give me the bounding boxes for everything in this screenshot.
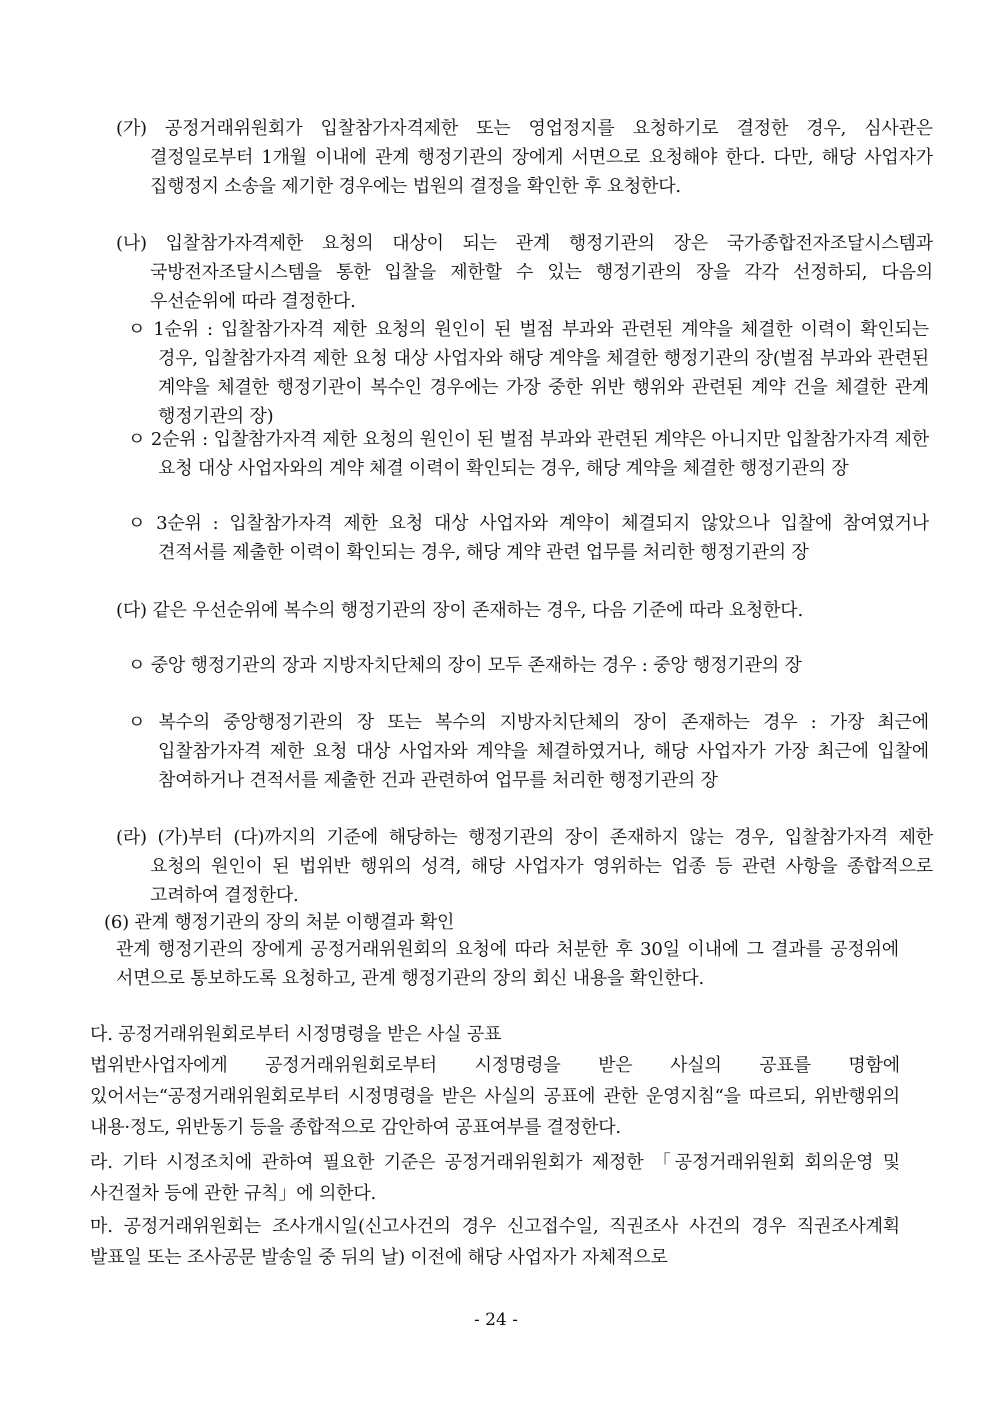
criteria-item-2: ㅇ 복수의 중앙행정기관의 장 또는 복수의 지방자치단체의 장이 존재하는 경우 : 가장 최근에 입찰참가자격 제한 요청 대상 사업자와 계약을 체결하였거나, 해당 사업자가 가장 최근에 입찰에 참여하거나 견적서를 제출한 건과 관련하여 업무를 처리한 행정기관의 장 — [128, 712, 929, 791]
item-6-heading: (6) 관계 행정기관의 장의 처분 이행결과 확인 — [104, 912, 455, 933]
section-da-heading: 다. 공정거래위원회로부터 시정명령을 받은 사실 공표 — [90, 1024, 502, 1045]
page-number: - 24 - — [474, 1310, 518, 1330]
clause-na: (나) 입찰참가자격제한 요청의 대상이 되는 관계 행정기관의 장은 국가종합전자조달시스템과 국방전자조달시스템을 통한 입찰을 제한할 수 있는 행정기관의 장을 각각 선정하되, 다음의 우선순위에 따라 결정한다. — [116, 233, 933, 312]
item-6-body: 관계 행정기관의 장에게 공정거래위원회의 요청에 따라 처분한 후 30일 이내에 그 결과를 공정위에 서면으로 통보하도록 요청하고, 관계 행정기관의 장의 회신 내용을 확인한다. — [116, 939, 899, 989]
section-ma-paragraph: 마. 공정거래위원회는 조사개시일(신고사건의 경우 신고접수일, 직권조사 사건의 경우 직권조사계획 발표일 또는 조사공문 발송일 중 뒤의 날) 이전에 해당 사업자가 자체적으로 — [90, 1216, 900, 1268]
section-ra-paragraph: 라. 기타 시정조치에 관하여 필요한 기준은 공정거래위원회가 제정한 「공정거래위원회 회의운영 및 사건절차 등에 관한 규칙」에 의한다. — [90, 1152, 900, 1204]
priority-item-3: ㅇ 3순위 : 입찰참가자격 제한 요청 대상 사업자와 계약이 체결되지 않았으나 입찰에 참여였거나 견적서를 제출한 이력이 확인되는 경우, 해당 계약 관련 업무를 처리한 행정기관의 장 — [128, 513, 929, 563]
priority-item-2: ㅇ 2순위 : 입찰참가자격 제한 요청의 원인이 된 벌점 부과와 관련된 계약은 아니지만 입찰참가자격 제한 요청 대상 사업자와의 계약 체결 이력이 확인되는 경우, 해당 계약을 체결한 행정기관의 장 — [128, 429, 929, 479]
clause-ga: (가) 공정거래위원회가 입찰참가자격제한 또는 영업정지를 요청하기로 결정한 경우, 심사관은 결정일로부터 1개월 이내에 관계 행정기관의 장에게 서면으로 요청해야 한다. 다만, 해당 사업자가 집행정지 소송을 제기한 경우에는 법원의 결정을 확인한 후 요청한다. — [116, 118, 933, 197]
clause-ra: (라) (가)부터 (다)까지의 기준에 해당하는 행정기관의 장이 존재하지 않는 경우, 입찰참가자격 제한 요청의 원인이 된 법위반 행위의 성격, 해당 사업자가 영위하는 업종 등 관련 사항을 종합적으로 고려하여 결정한다. — [116, 827, 933, 906]
section-da-body: 법위반사업자에게 공정거래위원회로부터 시정명령을 받은 사실의 공표를 명함에 있어서는“공정거래위원회로부터 시정명령을 받은 사실의 공표에 관한 운영지침“을 따르되, 위반행위의 내용·정도, 위반동기 등을 종합적으로 감안하여 공표여부를 결정한다. — [90, 1055, 900, 1138]
priority-item-1: ㅇ 1순위 : 입찰참가자격 제한 요청의 원인이 된 벌점 부과와 관련된 계약을 체결한 이력이 확인되는 경우, 입찰참가자격 제한 요청 대상 사업자와 해당 계약을 체결한 행정기관의 장(벌점 부과와 관련된 계약을 체결한 행정기관이 복수인 경우에는 가장 중한 위반 행위와 관련된 계약 건을 체결한 관계 행정기관의 장) — [128, 319, 929, 427]
criteria-item-1: ㅇ 중앙 행정기관의 장과 지방자치단체의 장이 모두 존재하는 경우 : 중앙 행정기관의 장 — [128, 655, 802, 676]
clause-da: (다) 같은 우선순위에 복수의 행정기관의 장이 존재하는 경우, 다음 기준에 따라 요청한다. — [116, 600, 804, 621]
